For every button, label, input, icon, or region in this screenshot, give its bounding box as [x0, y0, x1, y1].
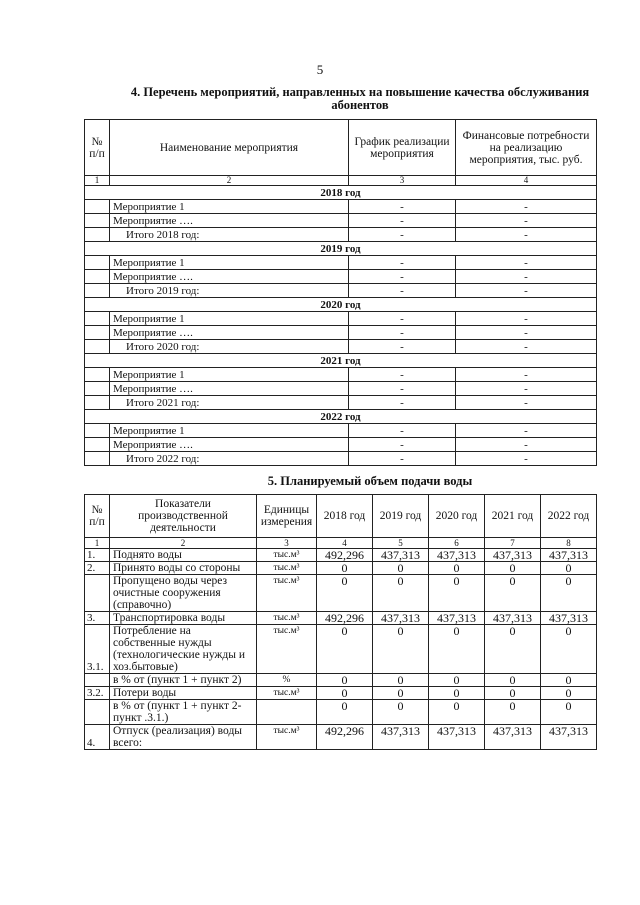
measures-row: [85, 256, 597, 270]
supply-value: 0: [317, 674, 373, 687]
section5-title: 5. Планируемый объем подачи воды: [267, 474, 473, 488]
measure-schedule: -: [349, 382, 456, 396]
supply-row: [85, 700, 597, 725]
supply-value: 0: [317, 700, 373, 725]
measure-number: [85, 200, 110, 214]
supply-row: [85, 549, 597, 562]
measure-number: [85, 396, 110, 410]
supply-value: 0: [485, 687, 541, 700]
supply-row-number: 4.: [85, 725, 110, 750]
measure-number: [85, 214, 110, 228]
supply-value: 437,313: [541, 612, 597, 625]
section4-title: [120, 86, 600, 112]
supply-unit: тыс.м³: [257, 612, 317, 625]
measure-number: [85, 326, 110, 340]
supply-index-cell: 7: [485, 538, 541, 549]
supply-unit: тыс.м³: [257, 549, 317, 562]
measure-schedule: -: [349, 284, 456, 298]
supply-value: 0: [541, 674, 597, 687]
supply-value: 492,296: [317, 612, 373, 625]
supply-row-number: 3.2.: [85, 687, 110, 700]
supply-value: 0: [485, 674, 541, 687]
measure-name: Мероприятие ….: [110, 382, 349, 396]
supply-value: 437,313: [429, 725, 485, 750]
supply-index-cell: 8: [541, 538, 597, 549]
measure-schedule: -: [349, 452, 456, 466]
supply-row: [85, 674, 597, 687]
measure-number: [85, 256, 110, 270]
supply-row: [85, 687, 597, 700]
measure-name: Итого 2021 год:: [110, 396, 349, 410]
supply-unit: %: [257, 674, 317, 687]
measure-number: [85, 284, 110, 298]
year-heading: 2019 год: [85, 242, 597, 256]
measure-number: [85, 368, 110, 382]
supply-indicator-name: в % от (пункт 1 + пункт 2): [110, 674, 257, 687]
measure-number: [85, 270, 110, 284]
measure-schedule: -: [349, 214, 456, 228]
supply-value: 0: [485, 625, 541, 674]
supply-value: 0: [429, 687, 485, 700]
measure-finance: -: [456, 200, 597, 214]
supply-value: 0: [373, 625, 429, 674]
measures-row: [85, 228, 597, 242]
year-heading: 2022 год: [85, 410, 597, 424]
measures-row: [85, 200, 597, 214]
supply-value: 0: [485, 575, 541, 612]
supply-header-cell: 2018 год: [317, 495, 373, 538]
supply-value: 0: [373, 674, 429, 687]
measures-row: [85, 452, 597, 466]
measure-finance: -: [456, 368, 597, 382]
measures-year-row: [85, 298, 597, 312]
supply-index-cell: 5: [373, 538, 429, 549]
measure-name: Мероприятие 1: [110, 312, 349, 326]
measure-name: Итого 2018 год:: [110, 228, 349, 242]
supply-value: 0: [541, 625, 597, 674]
supply-value: 0: [373, 562, 429, 575]
measure-name: Мероприятие ….: [110, 214, 349, 228]
supply-value: 0: [429, 562, 485, 575]
measures-row: [85, 214, 597, 228]
supply-value: 437,313: [429, 549, 485, 562]
measure-number: [85, 382, 110, 396]
measure-schedule: -: [349, 438, 456, 452]
measure-name: Мероприятие ….: [110, 270, 349, 284]
measure-schedule: -: [349, 256, 456, 270]
supply-value: 0: [429, 625, 485, 674]
supply-value: 492,296: [317, 725, 373, 750]
supply-value: 0: [373, 700, 429, 725]
measures-year-row: [85, 354, 597, 368]
measures-year-row: [85, 410, 597, 424]
supply-indicator-name: Принято воды со стороны: [110, 562, 257, 575]
measures-row: [85, 382, 597, 396]
supply-value: 437,313: [541, 549, 597, 562]
year-heading: 2018 год: [85, 186, 597, 200]
measure-name: Итого 2020 год:: [110, 340, 349, 354]
measures-row: [85, 424, 597, 438]
measure-name: Итого 2019 год:: [110, 284, 349, 298]
supply-value: 0: [317, 562, 373, 575]
supply-indicator-name: в % от (пункт 1 + пункт 2-пункт .3.1.): [110, 700, 257, 725]
supply-value: 0: [541, 700, 597, 725]
measure-number: [85, 424, 110, 438]
measure-number: [85, 438, 110, 452]
supply-index-row: [85, 538, 597, 549]
measure-name: Мероприятие 1: [110, 368, 349, 382]
measure-name: Итого 2022 год:: [110, 452, 349, 466]
supply-value: 0: [317, 687, 373, 700]
measure-finance: -: [456, 424, 597, 438]
supply-value: 0: [485, 700, 541, 725]
supply-header-cell: № п/п: [85, 495, 110, 538]
measures-row: [85, 326, 597, 340]
supply-header-cell: Единицы измерения: [257, 495, 317, 538]
measure-name: Мероприятие ….: [110, 438, 349, 452]
measures-row: [85, 438, 597, 452]
measure-finance: -: [456, 452, 597, 466]
supply-index-cell: 6: [429, 538, 485, 549]
measures-row: [85, 396, 597, 410]
measure-schedule: -: [349, 368, 456, 382]
supply-value: 0: [429, 674, 485, 687]
supply-value: 437,313: [485, 549, 541, 562]
measure-name: Мероприятие 1: [110, 424, 349, 438]
supply-row-number: 2.: [85, 562, 110, 575]
supply-row-number: [85, 700, 110, 725]
measures-year-row: [85, 242, 597, 256]
measures-index-row: [85, 176, 597, 186]
measure-schedule: -: [349, 270, 456, 284]
supply-row-number: 3.: [85, 612, 110, 625]
year-heading: 2020 год: [85, 298, 597, 312]
supply-row-number: [85, 575, 110, 612]
measure-number: [85, 312, 110, 326]
supply-row-number: 3.1.: [85, 625, 110, 674]
measures-row: [85, 340, 597, 354]
supply-value: 0: [429, 575, 485, 612]
supply-index-cell: 2: [110, 538, 257, 549]
measures-year-row: [85, 186, 597, 200]
supply-value: 437,313: [485, 612, 541, 625]
measure-name: Мероприятие ….: [110, 326, 349, 340]
measure-finance: -: [456, 214, 597, 228]
supply-unit: [257, 700, 317, 725]
supply-indicator-name: Потери воды: [110, 687, 257, 700]
measure-schedule: -: [349, 424, 456, 438]
supply-header-cell: 2022 год: [541, 495, 597, 538]
supply-value: 0: [317, 625, 373, 674]
year-heading: 2021 год: [85, 354, 597, 368]
supply-row: [85, 562, 597, 575]
measure-finance: -: [456, 396, 597, 410]
supply-unit: тыс.м³: [257, 562, 317, 575]
page-number: 5: [316, 62, 324, 77]
measure-schedule: -: [349, 396, 456, 410]
supply-indicator-name: Транспортировка воды: [110, 612, 257, 625]
measures-index-cell: 4: [456, 176, 597, 186]
supply-value: 0: [485, 562, 541, 575]
measures-row: [85, 284, 597, 298]
supply-index-cell: 4: [317, 538, 373, 549]
supply-indicator-name: Отпуск (реализация) воды всего:: [110, 725, 257, 750]
supply-indicator-name: Потребление на собственные нужды (технологические нужды и хоз.бытовые): [110, 625, 257, 674]
supply-header-cell: Показатели производственной деятельности: [110, 495, 257, 538]
supply-value: 0: [429, 700, 485, 725]
section4-title-line1: 4. Перечень мероприятий, направленных на повышение качества обслуживания: [130, 85, 590, 99]
supply-value: 437,313: [429, 612, 485, 625]
supply-unit: тыс.м³: [257, 625, 317, 674]
measures-header-cell: График реализации мероприятия: [349, 120, 456, 176]
measure-number: [85, 452, 110, 466]
supply-value: 437,313: [485, 725, 541, 750]
measures-header-cell: № п/п: [85, 120, 110, 176]
supply-row-number: [85, 674, 110, 687]
section4-title-line2: абонентов: [331, 98, 389, 112]
measure-schedule: -: [349, 200, 456, 214]
measure-finance: -: [456, 326, 597, 340]
measures-header-cell: Финансовые потребности на реализацию мероприятия, тыс. руб.: [456, 120, 597, 176]
supply-value: 437,313: [373, 725, 429, 750]
supply-value: 0: [317, 575, 373, 612]
supply-value: 437,313: [541, 725, 597, 750]
supply-header-row: [85, 495, 597, 538]
measures-row: [85, 312, 597, 326]
supply-value: 0: [541, 687, 597, 700]
supply-value: 437,313: [373, 612, 429, 625]
supply-unit: тыс.м³: [257, 575, 317, 612]
measures-index-cell: 3: [349, 176, 456, 186]
supply-row: [85, 575, 597, 612]
supply-value: 0: [373, 687, 429, 700]
supply-row-number: 1.: [85, 549, 110, 562]
supply-row: [85, 612, 597, 625]
supply-value: 0: [541, 562, 597, 575]
supply-header-cell: 2021 год: [485, 495, 541, 538]
measures-index-cell: 2: [110, 176, 349, 186]
measures-header-row: [85, 120, 597, 176]
supply-index-cell: 3: [257, 538, 317, 549]
measure-schedule: -: [349, 326, 456, 340]
measures-header-cell: Наименование мероприятия: [110, 120, 349, 176]
supply-value: 0: [541, 575, 597, 612]
measure-finance: -: [456, 438, 597, 452]
supply-value: 437,313: [373, 549, 429, 562]
measures-row: [85, 270, 597, 284]
measure-finance: -: [456, 256, 597, 270]
supply-row: [85, 625, 597, 674]
measures-index-cell: 1: [85, 176, 110, 186]
supply-unit: тыс.м³: [257, 687, 317, 700]
measure-name: Мероприятие 1: [110, 200, 349, 214]
measure-name: Мероприятие 1: [110, 256, 349, 270]
measure-schedule: -: [349, 228, 456, 242]
measure-finance: -: [456, 312, 597, 326]
supply-indicator-name: Поднято воды: [110, 549, 257, 562]
supply-indicator-name: Пропущено воды через очистные сооружения (справочно): [110, 575, 257, 612]
measure-number: [85, 340, 110, 354]
supply-index-cell: 1: [85, 538, 110, 549]
supply-value: 492,296: [317, 549, 373, 562]
measure-finance: -: [456, 270, 597, 284]
supply-unit: тыс.м³: [257, 725, 317, 750]
measure-finance: -: [456, 284, 597, 298]
measure-schedule: -: [349, 312, 456, 326]
measure-schedule: -: [349, 340, 456, 354]
measures-row: [85, 368, 597, 382]
supply-row: [85, 725, 597, 750]
measure-finance: -: [456, 228, 597, 242]
water-supply-table: [84, 494, 597, 750]
measure-number: [85, 228, 110, 242]
measures-table: [84, 119, 597, 466]
measure-finance: -: [456, 340, 597, 354]
supply-value: 0: [373, 575, 429, 612]
supply-header-cell: 2020 год: [429, 495, 485, 538]
measure-finance: -: [456, 382, 597, 396]
supply-header-cell: 2019 год: [373, 495, 429, 538]
